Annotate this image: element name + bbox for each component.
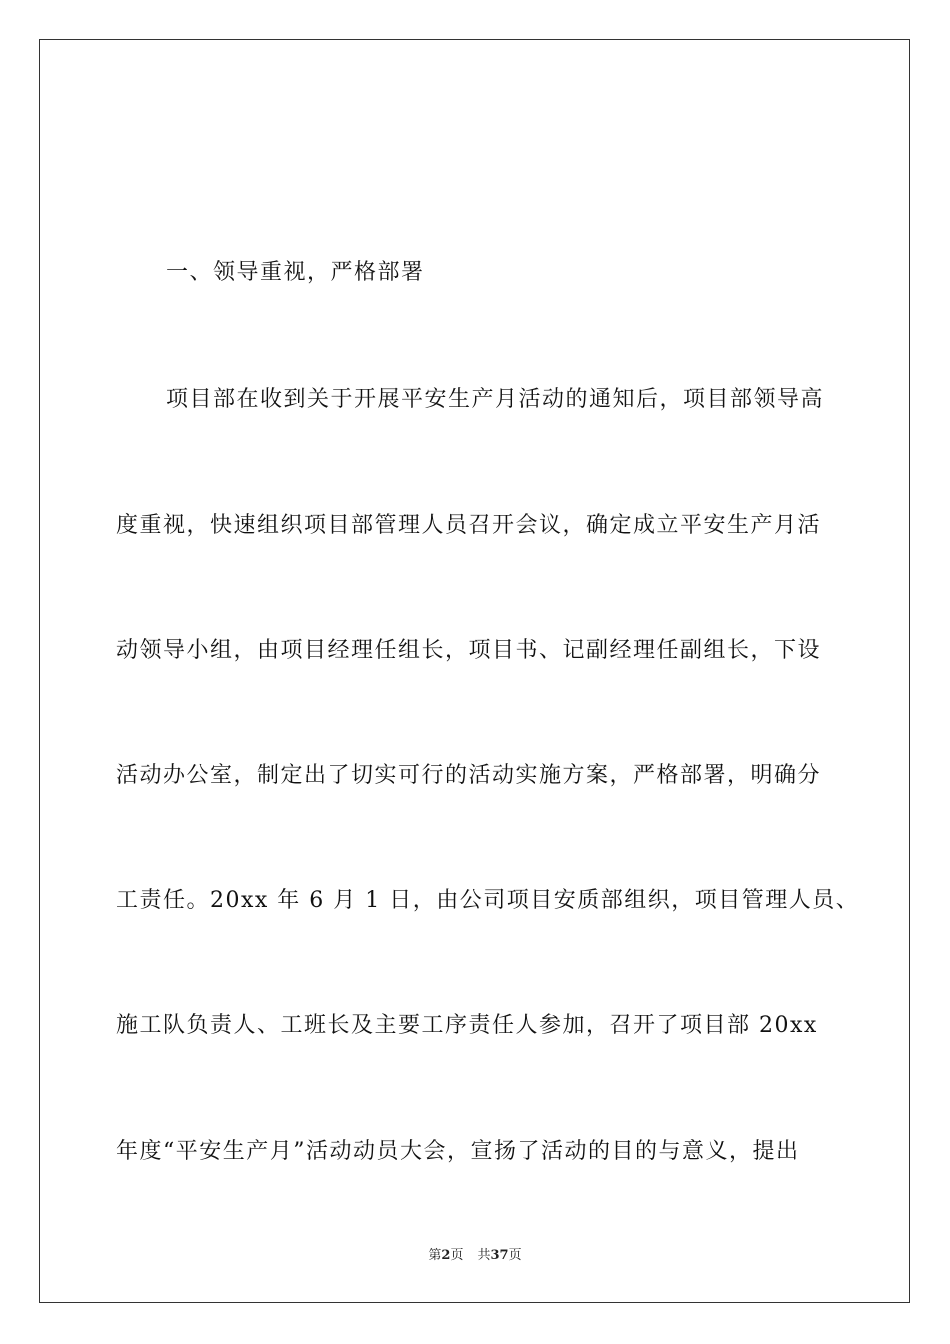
- paragraph-line: 工责任。20xx 年 6 月 1 日，由公司项目安质部组织，项目管理人员、: [116, 888, 860, 913]
- total-prefix: 共: [477, 1248, 491, 1263]
- paragraph-line: 年度“平安生产月”活动动员大会，宣扬了活动的目的与意义，提出: [116, 1139, 800, 1164]
- paragraph-line: 动领导小组，由项目经理任组长，项目书、记副经理任副组长，下设: [116, 638, 822, 663]
- page-suffix: 页: [450, 1248, 464, 1263]
- section-heading: 一、领导重视，严格部署: [166, 260, 425, 285]
- total-pages: 37: [490, 1248, 509, 1263]
- page-border: [39, 39, 910, 1303]
- paragraph-line: 度重视，快速组织项目部管理人员召开会议，确定成立平安生产月活: [116, 513, 822, 538]
- page-number: 2: [441, 1248, 451, 1263]
- page-footer: [0, 1246, 950, 1266]
- total-suffix: 页: [508, 1248, 522, 1263]
- paragraph-line: 项目部在收到关于开展平安生产月活动的通知后，项目部领导高: [166, 387, 825, 412]
- paragraph-line: 施工队负责人、工班长及主要工序责任人参加，召开了项目部 20xx: [116, 1013, 818, 1038]
- page-prefix: 第: [428, 1248, 442, 1263]
- paragraph-line: 活动办公室，制定出了切实可行的活动实施方案，严格部署，明确分: [116, 763, 822, 788]
